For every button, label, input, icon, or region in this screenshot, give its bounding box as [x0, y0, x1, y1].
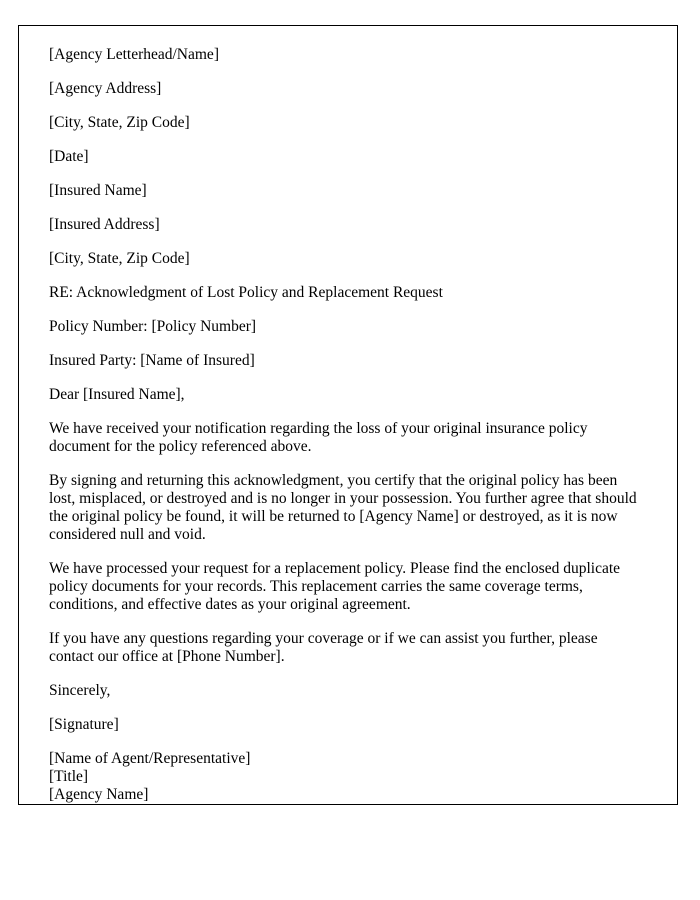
insured-party-line: Insured Party: [Name of Insured] [49, 352, 255, 369]
signature-placeholder: [Signature] [49, 716, 119, 733]
body-paragraph-4: If you have any questions regarding your coverage or if we can assist you further, please contact our office at [Phone Number]. [49, 630, 598, 665]
body-paragraph-1: We have received your notification regarding the loss of your original insurance policy document for the policy referenced above. [49, 420, 588, 455]
agency-city-state-zip: [City, State, Zip Code] [49, 114, 190, 131]
letter-page [18, 25, 678, 805]
closing: Sincerely, [49, 682, 111, 699]
subject-line: RE: Acknowledgment of Lost Policy and Replacement Request [49, 284, 443, 301]
body-paragraph-3: We have processed your request for a replacement policy. Please find the enclosed duplicate policy documents for your records. This replacement carries the same coverage terms, conditions, and effective dates as your original agreement. [49, 560, 621, 613]
agency-letterhead: [Agency Letterhead/Name] [49, 46, 219, 63]
letter-date: [Date] [49, 148, 89, 165]
salutation: Dear [Insured Name], [49, 386, 185, 403]
policy-number-line: Policy Number: [Policy Number] [49, 318, 257, 335]
agency-address: [Agency Address] [49, 80, 162, 97]
agency-name: [Agency Name] [49, 786, 149, 803]
signature-block [49, 750, 639, 804]
insured-name: [Insured Name] [49, 182, 147, 199]
insured-city-state-zip: [City, State, Zip Code] [49, 250, 190, 267]
body-paragraph-2: By signing and returning this acknowledgment, you certify that the original policy has been lost, misplaced, or destroyed and is no longer in your possession. You further agree that should the original policy be found, it will be returned to [Agency Name] or destroyed, as it is now considered null and void. [49, 472, 637, 543]
agent-name: [Name of Agent/Representative] [49, 750, 251, 767]
insured-address: [Insured Address] [49, 216, 160, 233]
agent-title: [Title] [49, 768, 89, 785]
